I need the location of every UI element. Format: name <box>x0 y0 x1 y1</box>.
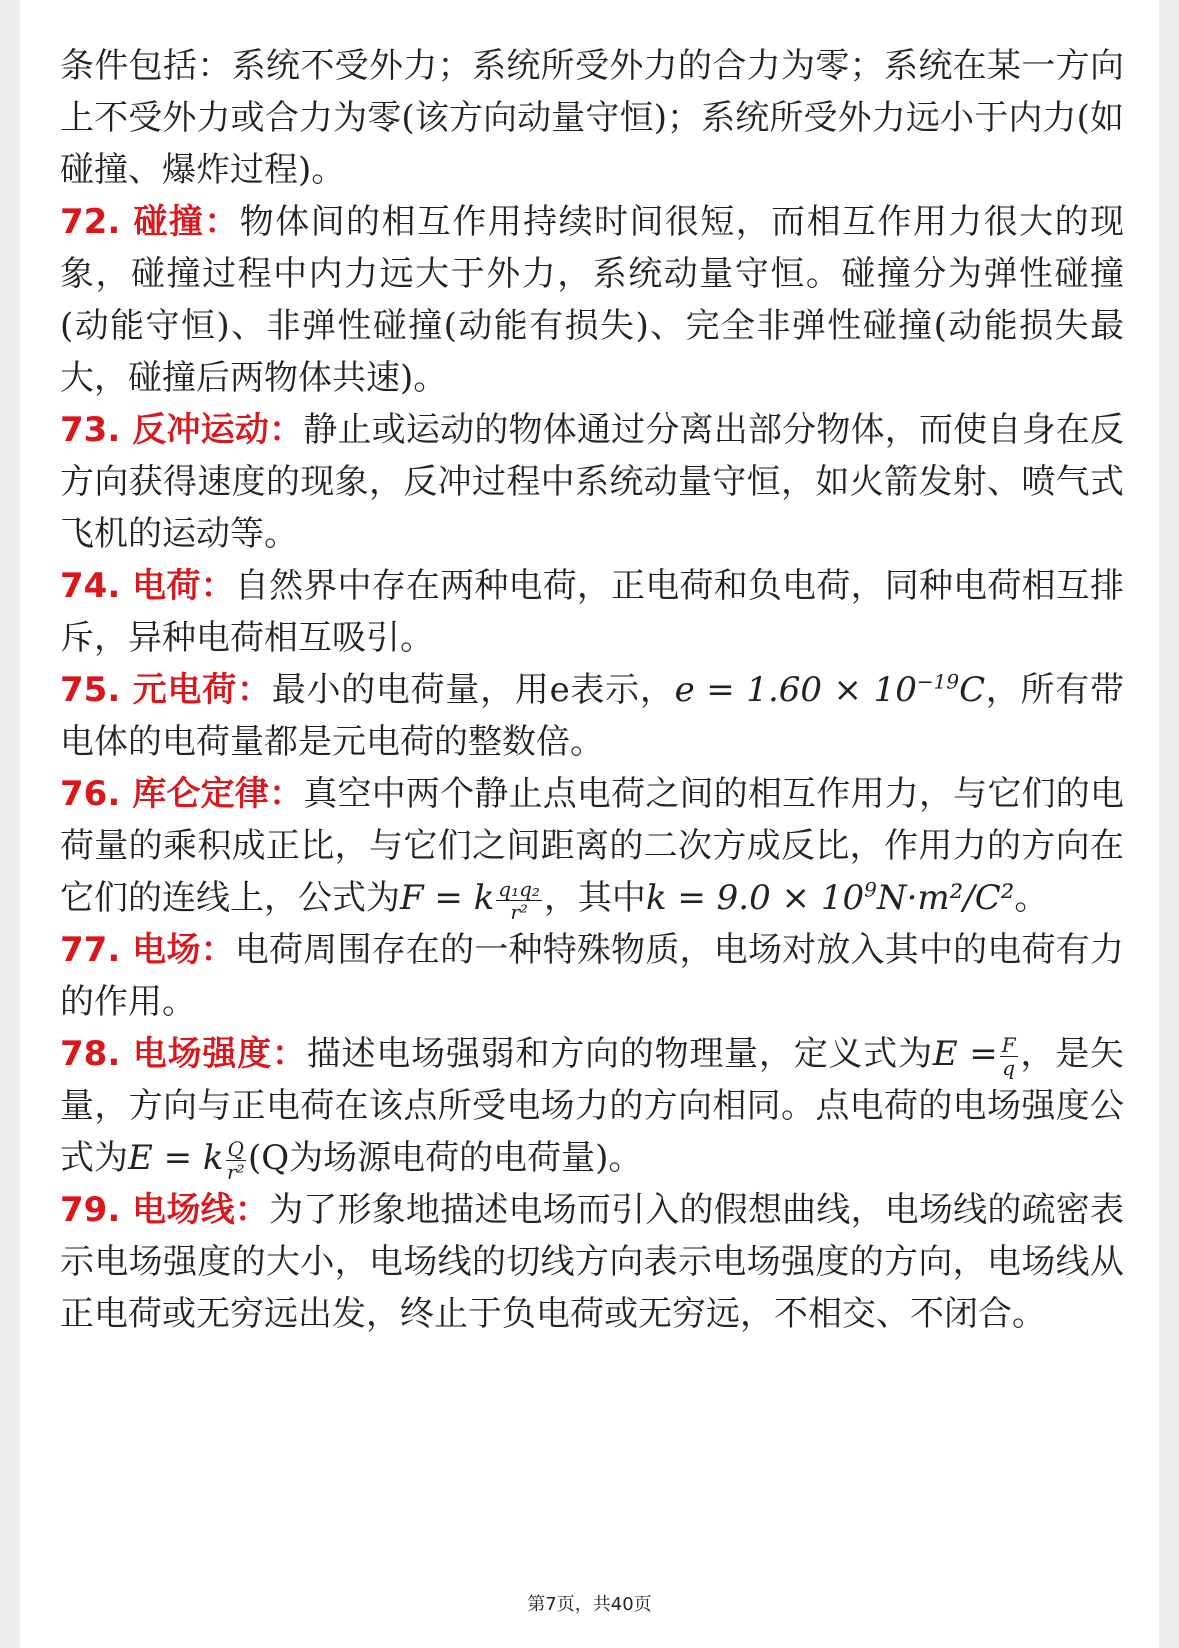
item-75-text-after: ，所有带电体的电荷量都是元电荷的整数倍。 <box>60 670 1125 762</box>
page-number: 第7页，共40页 <box>527 1594 652 1615</box>
item-76-text-mid: ，其中 <box>543 878 646 918</box>
item-75 <box>60 664 1124 768</box>
document-content <box>60 40 1124 1340</box>
item-76-text-after: 。 <box>1014 878 1049 918</box>
term-elementary-charge: 75. 元电荷： <box>60 670 272 710</box>
item-77 <box>60 924 1124 1028</box>
point-charge-fraction: $\frac{Q}{\text{r²}}$ <box>226 1136 245 1184</box>
item-76-text-before: 真空中两个静止点电荷之间的相互作用力，与它们的电荷量的乘积成正比，与它们之间距离的二次方成反比，作用力的方向在它们的连线上，公式为 <box>60 774 1124 918</box>
term-field-strength: 78. 电场强度： <box>60 1034 307 1074</box>
coulomb-formula: F = k $\frac{\text{q₁q₂}}{\text{r²}}$ <box>400 876 540 924</box>
item-78-text-before: 描述电场强弱和方向的物理量，定义式为 <box>306 1034 933 1074</box>
item-73 <box>60 404 1124 560</box>
item-79-text: 为了形象地描述电场而引入的假想曲线，电场线的疏密表示电场强度的大小，电场线的切线方向表示电场强度的方向，电场线从正电荷或无穷远出发，终止于负电荷或无穷远，不相交、不闭合。 <box>60 1190 1124 1334</box>
item-78 <box>60 1028 1124 1184</box>
item-75-text-before: 最小的电荷量，用e表示， <box>271 670 675 710</box>
field-strength-fraction: $\frac{F}{q}$ <box>1001 1032 1016 1080</box>
point-charge-field-formula: E = k $\frac{Q}{\text{r²}}$ <box>128 1136 245 1184</box>
item-72 <box>60 196 1124 404</box>
term-recoil-motion: 73. 反冲运动： <box>60 410 304 450</box>
field-strength-definition-formula: E = $\frac{F}{q}$ <box>932 1032 1016 1080</box>
item-78-text-after: (Q为场源电荷的电荷量)。 <box>247 1138 643 1178</box>
intro-paragraph <box>60 40 1124 196</box>
item-78-text-mid: ，是矢量，方向与正电荷在该点所受电场力的方向相同。点电荷的电场强度公式为 <box>60 1034 1125 1178</box>
term-electric-field: 77. 电场： <box>60 930 235 970</box>
term-electric-charge: 74. 电荷： <box>60 566 235 606</box>
intro-text: 条件包括：系统不受外力；系统所受外力的合力为零；系统在某一方向上不受外力或合力为零(该方向动量守恒)；系统所受外力远小于内力(如碰撞、爆炸过程)。 <box>60 46 1124 190</box>
coulomb-fraction: $\frac{\text{q₁q₂}}{\text{r²}}$ <box>498 876 540 924</box>
item-73-text: 静止或运动的物体通过分离出部分物体，而使自身在反方向获得速度的现象，反冲过程中系统动量守恒，如火箭发射、喷气式飞机的运动等。 <box>60 410 1124 554</box>
item-76 <box>60 768 1124 924</box>
coulomb-constant-formula: $k = 9.0 \times 10^9N\cdot m^2/C^2$ <box>645 877 1015 918</box>
item-74-text: 自然界中存在两种电荷，正电荷和负电荷，同种电荷相互排斥，异种电荷相互吸引。 <box>60 566 1124 658</box>
term-coulombs-law: 76. 库仑定律： <box>60 774 304 814</box>
term-field-lines: 79. 电场线： <box>60 1190 270 1230</box>
item-77-text: 电荷周围存在的一种特殊物质，电场对放入其中的电荷有力的作用。 <box>60 930 1124 1022</box>
item-72-text: 物体间的相互作用持续时间很短，而相互作用力很大的现象，碰撞过程中内力远大于外力，系统动量守恒。碰撞分为弹性碰撞(动能守恒)、非弹性碰撞(动能有损失)、完全非弹性碰撞(动能损失最大，碰撞后两物体共速)。 <box>60 202 1124 398</box>
item-74 <box>60 560 1124 664</box>
document-page <box>20 0 1159 1648</box>
elementary-charge-formula: $e = 1.60 \times 10^{-19}C$ <box>674 669 986 710</box>
item-79 <box>60 1184 1124 1340</box>
term-collision: 72. 碰撞： <box>60 202 240 242</box>
